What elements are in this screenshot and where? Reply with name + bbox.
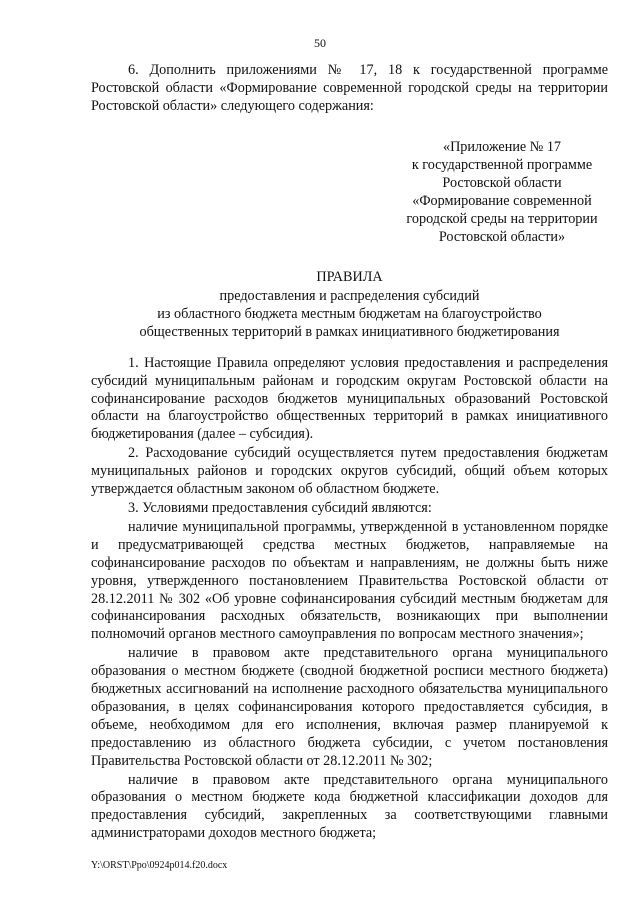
appendix-line: Ростовской области xyxy=(442,174,562,191)
paragraph-3: 3. Условиями предоставления субсидий являются: xyxy=(128,499,432,516)
appendix-line: «Приложение № 17 xyxy=(442,138,562,155)
appendix-line: городской среды на территории xyxy=(406,210,598,227)
rules-title-block xyxy=(91,268,608,341)
condition-3: наличие в правовом акте представительного органа муниципального образования о местном бюджете кода бюджетной классификации доходов для предоставления субсидий, закрепленных за соответствующими главными администраторами доходов местного бюджета; xyxy=(91,771,608,842)
appendix-line: «Формирование современной xyxy=(412,192,592,209)
page-number: 50 xyxy=(314,36,326,50)
file-path-footer: Y:\ORST\Ppo\0924p014.f20.docx xyxy=(91,860,228,871)
intro-paragraph: 6. Дополнить приложениями № 17, 18 к государственной программе Ростовской области «Формирование современной городской среды на территории Ростовской области» следующего содержания: xyxy=(91,62,608,114)
subtitle-line: общественных территорий в рамках инициативного бюджетирования xyxy=(139,323,560,340)
paragraph-1: 1. Настоящие Правила определяют условия предоставления и распределения субсидий муниципальным районам и городским округам Ростовской области на софинансирование расходов бюджетов муниципальных образований Ростовской области на благоустройство общественных территорий в рамках инициативного бюджетирования (далее – субсидия). xyxy=(91,354,608,443)
document-body xyxy=(91,62,608,844)
document-title: ПРАВИЛА xyxy=(316,268,383,285)
appendix-line: Ростовской области» xyxy=(438,228,566,245)
paragraph-2: 2. Расходование субсидий осуществляется путем предоставления бюджетам муниципальных районов и городских округов субсидий, общий объем которых утверждается областным законом об областном бюджете. xyxy=(91,445,608,498)
subtitle-line: предоставления и распределения субсидий xyxy=(219,287,480,304)
condition-2: наличие в правовом акте представительного органа муниципального образования о местном бюджете (сводной бюджетной росписи местного бюджета) бюджетных ассигнований на исполнение расходного обязательства муниципального образования, в целях софинансирования которого предоставляется субсидия, в объеме, необходимом для его исполнения, включая размер планируемой к предоставлению из областного бюджета субсидии, с учетом постановления Правительства Ростовской области от 28.12.2011 № 302; xyxy=(91,645,608,769)
appendix-header xyxy=(91,138,608,246)
subtitle-line: из областного бюджета местным бюджетам на благоустройство xyxy=(157,305,542,322)
appendix-line: к государственной программе xyxy=(411,156,593,173)
condition-1: наличие муниципальной программы, утвержденной в установленном порядке и предусматривающей средства местных бюджетов, направляемые на софинансирование расходов по объектам и направлениям, не должны быть ниже уровня, утвержденного постановлением Правительства Ростовской области от 28.12.2011 № 302 «Об уровне софинансирования субсидий местным бюджетам для софинансирования расходных обязательств, возникающих при выполнении полномочий органов местного самоуправления по вопросам местного значения»; xyxy=(91,518,608,643)
